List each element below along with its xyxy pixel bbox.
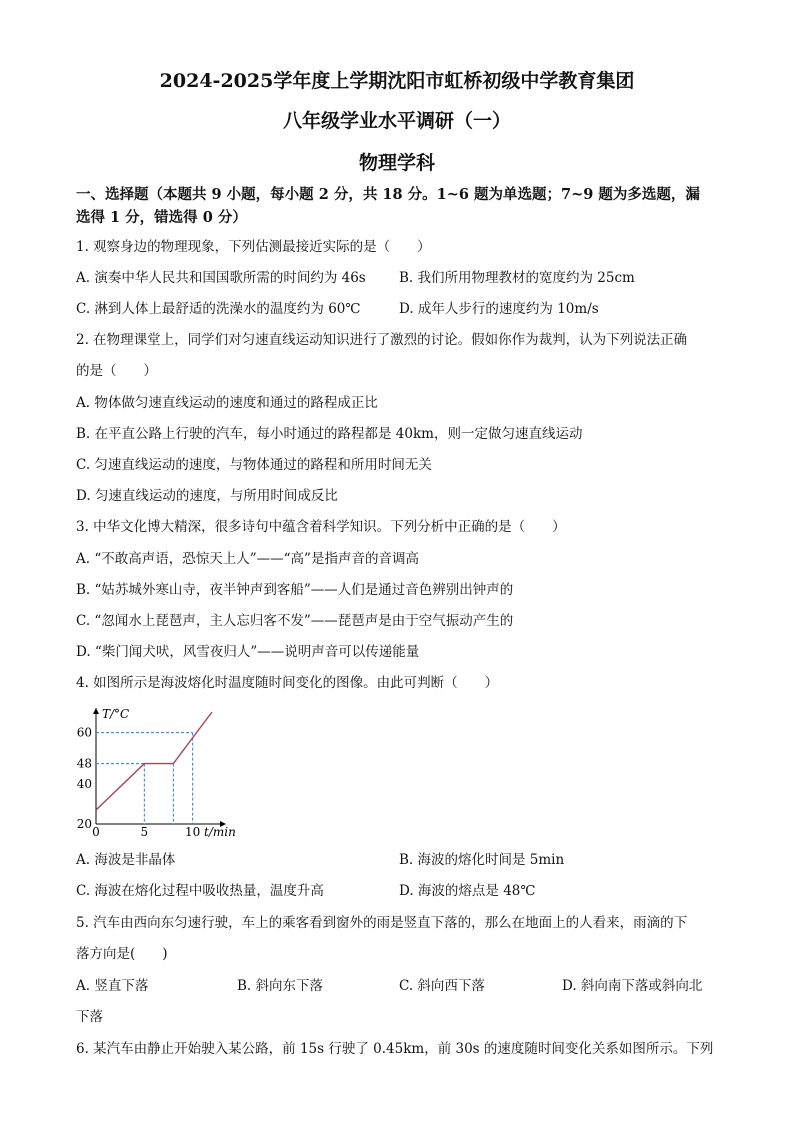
graph-axes: [93, 708, 226, 827]
y-tick-label: 48: [76, 756, 92, 771]
q3-stem: 3. 中华文化博大精深，很多诗句中蕴含着科学知识。下列分析中正确的是（ ）: [76, 519, 566, 535]
q5-option-a: A. 竖直下落: [76, 978, 149, 994]
temperature-curve: [96, 712, 212, 810]
title-line-3: 物理学科: [358, 152, 435, 174]
q2-option-c: C. 匀速直线运动的速度，与物体通过的路程和所用时间无关: [76, 457, 432, 473]
graph-guides: [96, 733, 193, 824]
q3-option-a: A. “不敢高声语，恐惊天上人”——“高”是指声音的音调高: [76, 551, 419, 567]
q4-option-c: C. 海波在熔化过程中吸收热量，温度升高: [76, 883, 324, 899]
q1-stem: 1. 观察身边的物理现象，下列估测最接近实际的是（ ）: [76, 239, 431, 255]
q3-option-b: B. “姑苏城外寒山寺，夜半钟声到客船”——人们是通过音色辨别出钟声的: [76, 582, 514, 598]
q6-stem-line-1: 6. 某汽车由静止开始驶入某公路，前 15s 行驶了 0.45km，前 30s 的速度随时间变化关系如图所示。下列: [76, 1041, 714, 1057]
x-tick-label: 0: [92, 825, 100, 839]
q2-option-a: A. 物体做匀速直线运动的速度和通过的路程成正比: [76, 395, 378, 411]
q5-option-c: C. 斜向西下落: [399, 978, 485, 994]
y-tick-label: 20: [76, 817, 92, 831]
y-axis-label: T/°C: [102, 707, 130, 721]
title-line-2: 八年级学业水平调研（一）: [282, 110, 511, 132]
q1-option-d: D. 成年人步行的速度约为 10m/s: [399, 301, 599, 317]
q2-option-b: B. 在平直公路上行驶的汽车，每小时通过的路程都是 40km，则一定做匀速直线运动: [76, 426, 583, 442]
y-tick-label: 40: [76, 777, 92, 792]
q5-stem-line-1: 5. 汽车由西向东匀速行驶，车上的乘客看到窗外的雨是竖直下落的，那么在地面上的人看来，雨滴的下: [76, 915, 688, 931]
q4-option-a: A. 海波是非晶体: [76, 852, 176, 868]
y-tick-label: 60: [76, 725, 92, 740]
x-tick-label: 10: [185, 825, 201, 839]
title-line-1: 2024-2025学年度上学期沈阳市虹桥初级中学教育集团: [159, 70, 635, 92]
section-heading: [76, 183, 726, 229]
graph-ticks: [77, 707, 236, 839]
x-axis-label: t/min: [204, 825, 236, 839]
q2-stem-line-2: 的是（ ）: [76, 363, 157, 379]
section-heading-line-1: 一、选择题（本题共 9 小题，每小题 2 分，共 18 分。1~6 题为单选题；7~9 题为多选题，漏: [76, 186, 700, 203]
q5-stem-line-2: 落方向是( ): [76, 946, 168, 962]
q1-option-b: B. 我们所用物理教材的宽度约为 25cm: [399, 270, 635, 286]
section-heading-line-2: 选得 1 分，错选得 0 分）: [76, 209, 247, 226]
q3-option-d: D. “柴门闻犬吠，风雪夜归人”——说明声音可以传递能量: [76, 644, 420, 660]
y-axis-arrow: [93, 708, 99, 714]
x-tick-label: 5: [140, 825, 149, 839]
q1-option-a: A. 演奏中华人民共和国国歌所需的时间约为 46s: [76, 270, 366, 286]
q3-option-c: C. “忽闻水上琵琶声，主人忘归客不发”——琵琶声是由于空气振动产生的: [76, 613, 514, 629]
melting-graph: [72, 698, 242, 848]
q2-option-d: D. 匀速直线运动的速度，与所用时间成反比: [76, 488, 338, 504]
graph-line: [96, 712, 212, 810]
q4-option-d: D. 海波的熔点是 48℃: [399, 883, 536, 899]
q1-option-c: C. 淋到人体上最舒适的洗澡水的温度约为 60℃: [76, 301, 361, 317]
q5-option-b: B. 斜向东下落: [237, 978, 324, 994]
q4-stem: 4. 如图所示是海波熔化时温度随时间变化的图像。由此可判断（ ）: [76, 675, 499, 691]
q5-option-d: D. 斜向南下落或斜向北: [562, 978, 703, 994]
q5-option-d-continued: 下落: [76, 1009, 103, 1025]
q2-stem-line-1: 2. 在物理课堂上，同学们对匀速直线运动知识进行了激烈的讨论。假如你作为裁判，认为下列说法正确: [76, 332, 688, 348]
q4-option-b: B. 海波的熔化时间是 5min: [399, 852, 565, 868]
